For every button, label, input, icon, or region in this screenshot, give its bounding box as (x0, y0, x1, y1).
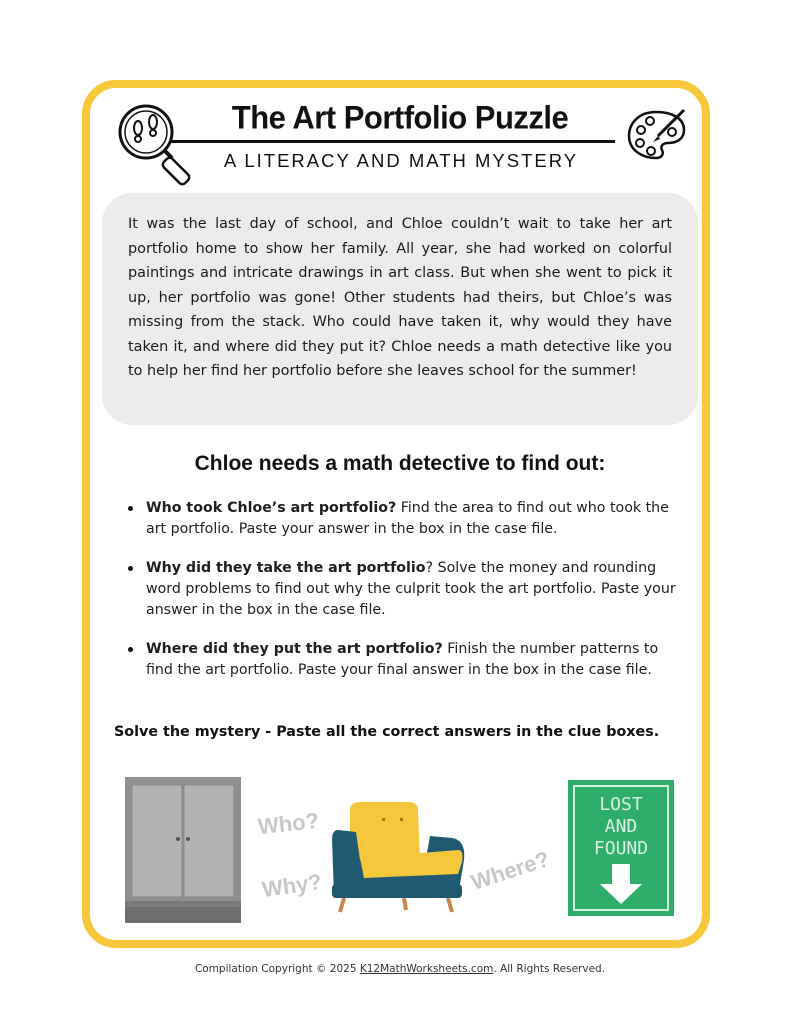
task-where-text: Finish the number patterns to find the art portfolio. Paste your final answer in the box in the case file. (146, 641, 659, 678)
lost-and-found-sign (568, 780, 676, 918)
story-text: It was the last day of school, and Chloe couldn’t wait to take her art portfolio home to show her family. All year, she had worked on colorful paintings and intricate drawings in art class. But when she went to pick it up, her portfolio was gone! Other students had theirs, but Chloe’s was missing from the stack. Who could have taken it, why would they have taken it, and where did they put it? Chloe needs a math detective like you to help her find her portfolio before she leaves school for the summer! (128, 216, 672, 379)
where-word: Where? (467, 846, 553, 895)
magnifying-glass-footprints-icon (114, 98, 204, 188)
footer-copyright (0, 963, 800, 975)
task-where (124, 639, 684, 681)
paint-palette-icon (626, 106, 688, 162)
story-box (102, 193, 698, 425)
task-why-text: ? Solve the money and rounding word problems to find out why the culprit took the art portfolio. Paste your answer in the box in the case file. (146, 560, 676, 618)
task-who-text: Find the area to find out who took the art portfolio. Paste your answer in the box in the case file. (146, 500, 669, 537)
page-title: The Art Portfolio Puzzle (231, 99, 569, 136)
solve-instruction: Solve the mystery - Paste all the correct answers in the clue boxes. (114, 724, 660, 740)
who-word: Who? (256, 807, 321, 840)
sign-line-3: FOUND (593, 838, 649, 859)
task-who (124, 498, 684, 540)
task-list (124, 498, 684, 699)
page-subtitle: A LITERACY AND MATH MYSTERY (223, 150, 579, 171)
footer-link[interactable]: K12MathWorksheets.com (359, 963, 494, 975)
footer-suffix: . All Rights Reserved. (493, 963, 606, 975)
tasks-heading: Chloe needs a math detective to find out: (194, 452, 606, 475)
task-where-question: Where did they put the art portfolio? (146, 641, 443, 657)
armchair-illustration (330, 800, 472, 916)
task-why (124, 558, 684, 621)
sign-line-1: LOST (599, 794, 643, 815)
why-word: Why? (260, 868, 324, 903)
footer-prefix: Compilation Copyright © 2025 (194, 963, 360, 975)
task-who-question: Who took Chloe’s art portfolio? (146, 500, 397, 516)
cabinet-illustration (125, 777, 243, 925)
sign-line-2: AND (604, 816, 638, 837)
title-divider (170, 140, 615, 143)
task-why-question: Why did they take the art portfolio (146, 560, 426, 576)
